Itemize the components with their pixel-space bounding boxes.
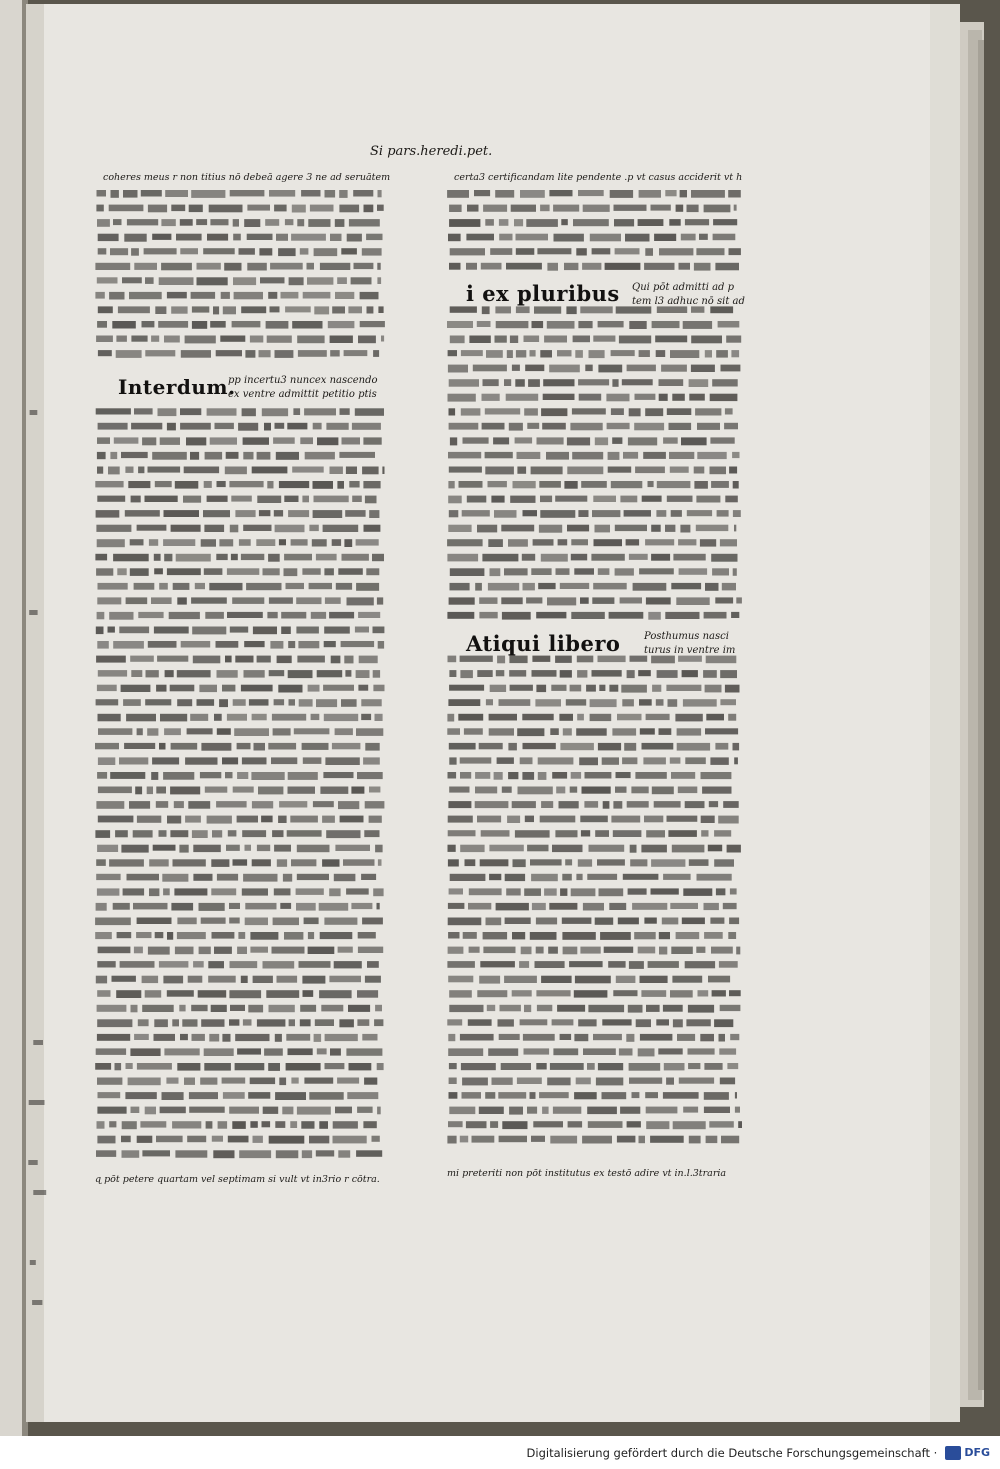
rubric-ex-pluribus-tail-2: tem l3 adhuc nō sit ad — [632, 296, 745, 307]
rubric-interdum-tail-1: pp incertu3 nuncex nascendo — [228, 375, 378, 386]
rubric-interdum-tail-2: ex ventre admittit petitio ptis — [228, 389, 377, 400]
book-page — [26, 4, 960, 1422]
rubric-atiqui-libero: Atiqui libero — [466, 631, 621, 656]
right-column-opening-line: certa3 certificandam lite pendente .p vt casus acciderit vt h — [454, 172, 743, 183]
rubric-atiqui-libero-tail-2: turus in ventre im — [644, 645, 736, 656]
dfg-logo-icon — [945, 1446, 961, 1460]
left-column-opening-line: coheres meus r non titius nō debeā agere 3 ne ad seruātem — [103, 172, 391, 183]
left-column-closing-line: ɋ pōt petere quartam vel septimam si vult vt in3rio r cōtra. — [95, 1174, 380, 1185]
rubric-ex-pluribus-tail-1: Qui pōt admitti ad p — [632, 282, 735, 293]
rubric-atiqui-libero-tail-1: Posthumus nasci — [644, 631, 729, 642]
rubric-ex-pluribus: i ex pluribus — [466, 281, 620, 306]
digitization-credit: Digitalisierung gefördert durch die Deutsche Forschungsgemeinschaft · — [526, 1445, 938, 1460]
digitization-credit-bar — [0, 1436, 1000, 1469]
right-column-closing-line: mi preteriti non pōt institutus ex testō adire vt in.l.3traria — [447, 1168, 727, 1179]
dfg-logo-text: DFG — [964, 1446, 990, 1459]
rubric-interdum: Interdum. — [118, 375, 236, 399]
dfg-logo — [945, 1446, 990, 1460]
running-head: Si pars.heredi.pet. — [370, 144, 493, 159]
